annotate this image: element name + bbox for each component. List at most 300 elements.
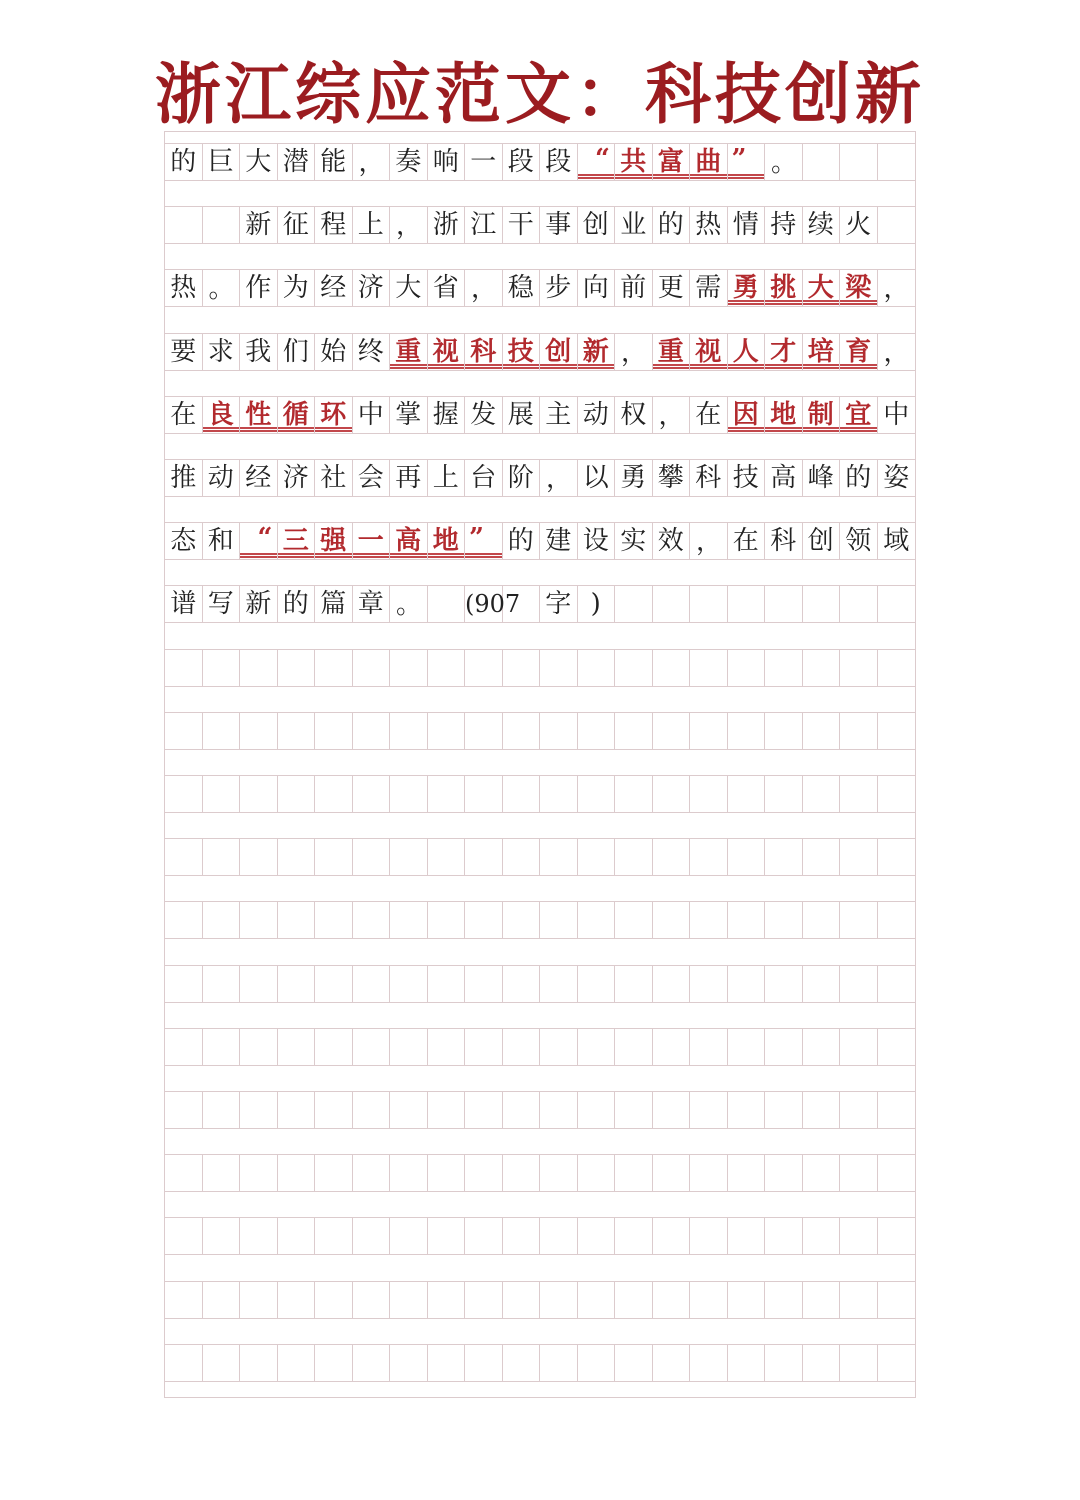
grid-cell	[840, 1155, 878, 1191]
grid-cell	[465, 902, 503, 938]
grid-cell	[353, 1282, 391, 1318]
grid-cell	[765, 839, 803, 875]
highlighted-keyword-cell: 新	[578, 334, 616, 370]
grid-row	[165, 1217, 915, 1255]
grid-cell: 济	[278, 460, 316, 496]
highlighted-keyword-cell: 循	[278, 397, 316, 433]
grid-cell: ，	[615, 334, 653, 370]
grid-cell	[765, 1029, 803, 1065]
grid-cell	[503, 839, 541, 875]
grid-cell	[765, 902, 803, 938]
grid-cell	[765, 1155, 803, 1191]
grid-cell: 权	[615, 397, 653, 433]
grid-cell	[878, 1155, 916, 1191]
grid-cell	[203, 1345, 241, 1381]
grid-cell	[578, 776, 616, 812]
grid-row	[165, 459, 915, 497]
grid-cell	[390, 776, 428, 812]
grid-cell	[878, 902, 916, 938]
grid-cell	[878, 966, 916, 1002]
grid-cell	[315, 839, 353, 875]
grid-cell	[840, 966, 878, 1002]
grid-cell: 响	[428, 144, 466, 180]
grid-cell	[578, 1345, 616, 1381]
grid-cell: 效	[653, 523, 691, 559]
highlighted-keyword-cell: 梁	[840, 270, 878, 306]
highlighted-keyword-cell: “	[240, 523, 278, 559]
grid-cell	[503, 1155, 541, 1191]
grid-cell	[278, 839, 316, 875]
grid-cell: )	[578, 586, 616, 622]
grid-cell	[315, 1218, 353, 1254]
grid-cell: 高	[765, 460, 803, 496]
grid-cell: 技	[728, 460, 766, 496]
grid-cell	[503, 902, 541, 938]
grid-cell	[503, 713, 541, 749]
grid-row	[165, 649, 915, 687]
grid-cell	[653, 713, 691, 749]
grid-cell	[840, 776, 878, 812]
grid-cell	[840, 144, 878, 180]
grid-cell: 。	[390, 586, 428, 622]
grid-cell	[203, 1092, 241, 1128]
grid-cell: 段	[540, 144, 578, 180]
grid-cell	[165, 1092, 203, 1128]
grid-cell: 科	[690, 460, 728, 496]
grid-cell	[540, 839, 578, 875]
grid-cell	[615, 586, 653, 622]
grid-cell	[353, 1029, 391, 1065]
grid-cell	[615, 776, 653, 812]
grid-cell	[503, 776, 541, 812]
grid-cell: 江	[465, 207, 503, 243]
grid-cell: 为	[278, 270, 316, 306]
grid-cell	[578, 966, 616, 1002]
grid-cell	[690, 1155, 728, 1191]
grid-cell: 展	[503, 397, 541, 433]
grid-cell	[803, 713, 841, 749]
grid-cell: 科	[765, 523, 803, 559]
grid-cell	[840, 1345, 878, 1381]
grid-cell: 的	[503, 523, 541, 559]
grid-cell	[840, 586, 878, 622]
highlighted-keyword-cell: ”	[465, 523, 503, 559]
grid-cell	[540, 650, 578, 686]
grid-cell: 更	[653, 270, 691, 306]
grid-cell	[240, 966, 278, 1002]
grid-cell: 。	[765, 144, 803, 180]
grid-cell	[653, 839, 691, 875]
grid-cell	[690, 902, 728, 938]
grid-cell	[203, 207, 241, 243]
grid-cell	[465, 1155, 503, 1191]
grid-cell: 巨	[203, 144, 241, 180]
grid-cell	[278, 1282, 316, 1318]
grid-cell	[165, 839, 203, 875]
grid-cell	[878, 586, 916, 622]
grid-cell: 握	[428, 397, 466, 433]
grid-cell: ，	[883, 274, 910, 305]
grid-cell	[165, 1345, 203, 1381]
grid-cell	[653, 902, 691, 938]
grid-cell	[653, 1092, 691, 1128]
grid-cell: 在	[728, 523, 766, 559]
grid-cell	[315, 966, 353, 1002]
grid-cell	[390, 902, 428, 938]
grid-cell: ，	[540, 460, 578, 496]
grid-cell: 潜	[278, 144, 316, 180]
highlighted-keyword-cell: 视	[690, 334, 728, 370]
grid-cell	[878, 207, 916, 243]
grid-cell: ，	[690, 523, 728, 559]
grid-cell	[390, 839, 428, 875]
grid-cell	[240, 1029, 278, 1065]
highlighted-keyword-cell: 地	[765, 397, 803, 433]
grid-cell	[840, 650, 878, 686]
grid-cell	[878, 1282, 916, 1318]
grid-cell	[278, 1218, 316, 1254]
grid-row	[165, 585, 915, 623]
grid-cell	[728, 1282, 766, 1318]
grid-cell	[353, 776, 391, 812]
grid-cell	[278, 650, 316, 686]
grid-cell	[503, 650, 541, 686]
grid-cell	[165, 207, 203, 243]
grid-cell	[240, 1218, 278, 1254]
grid-cell	[578, 1218, 616, 1254]
grid-cell	[503, 1029, 541, 1065]
highlighted-keyword-cell: 培	[803, 334, 841, 370]
grid-cell	[203, 1029, 241, 1065]
highlighted-keyword-cell: 环	[315, 397, 353, 433]
grid-cell	[428, 586, 466, 622]
grid-cell	[165, 1218, 203, 1254]
grid-cell	[540, 713, 578, 749]
grid-cell	[240, 839, 278, 875]
grid-cell	[578, 902, 616, 938]
grid-cell	[428, 966, 466, 1002]
grid-cell	[428, 1218, 466, 1254]
grid-cell	[653, 966, 691, 1002]
grid-cell	[840, 713, 878, 749]
highlighted-keyword-cell: 育	[840, 334, 878, 370]
grid-cell: 掌	[390, 397, 428, 433]
grid-cell: 需	[690, 270, 728, 306]
grid-cell	[390, 1282, 428, 1318]
grid-cell	[278, 776, 316, 812]
grid-cell	[728, 1218, 766, 1254]
grid-cell	[728, 1345, 766, 1381]
grid-cell: ，	[883, 337, 910, 368]
grid-cell	[840, 902, 878, 938]
grid-cell	[428, 1282, 466, 1318]
grid-cell	[690, 1218, 728, 1254]
grid-cell	[615, 1282, 653, 1318]
grid-cell	[428, 1345, 466, 1381]
highlighted-keyword-cell: 曲	[690, 144, 728, 180]
grid-cell: 再	[390, 460, 428, 496]
grid-cell: 大	[240, 144, 278, 180]
grid-cell	[615, 650, 653, 686]
grid-cell	[428, 1092, 466, 1128]
grid-cell: 写	[203, 586, 241, 622]
highlighted-keyword-cell: 高	[390, 523, 428, 559]
grid-cell	[765, 776, 803, 812]
grid-cell: 设	[578, 523, 616, 559]
grid-cell: 程	[315, 207, 353, 243]
grid-cell	[503, 966, 541, 1002]
grid-cell	[615, 839, 653, 875]
grid-cell	[315, 713, 353, 749]
grid-cell: 姿	[883, 463, 910, 493]
grid-cell	[315, 776, 353, 812]
grid-cell	[503, 1092, 541, 1128]
grid-cell	[878, 839, 916, 875]
grid-cell	[278, 1092, 316, 1128]
grid-cell	[540, 902, 578, 938]
grid-cell	[240, 1155, 278, 1191]
grid-cell	[878, 144, 916, 180]
grid-cell: 稳	[503, 270, 541, 306]
grid-cell	[728, 586, 766, 622]
grid-cell	[803, 144, 841, 180]
grid-cell	[428, 713, 466, 749]
grid-cell	[503, 1345, 541, 1381]
grid-cell	[203, 1155, 241, 1191]
grid-cell: ，	[653, 397, 691, 433]
grid-cell	[840, 839, 878, 875]
grid-cell	[203, 713, 241, 749]
grid-cell	[878, 713, 916, 749]
grid-row	[165, 269, 915, 307]
grid-cell	[278, 966, 316, 1002]
grid-cell	[540, 776, 578, 812]
grid-cell	[653, 650, 691, 686]
grid-row	[165, 333, 915, 371]
grid-row	[165, 1091, 915, 1129]
grid-cell	[690, 713, 728, 749]
grid-cell	[728, 902, 766, 938]
highlighted-keyword-cell: ”	[728, 144, 766, 180]
grid-cell	[390, 1218, 428, 1254]
grid-cell: 始	[315, 334, 353, 370]
grid-cell: 上	[353, 207, 391, 243]
grid-cell	[315, 650, 353, 686]
grid-cell: ，	[390, 207, 428, 243]
grid-cell	[615, 1345, 653, 1381]
grid-cell	[428, 839, 466, 875]
grid-cell	[803, 839, 841, 875]
highlighted-keyword-cell: 挑	[765, 270, 803, 306]
grid-cell	[165, 966, 203, 1002]
grid-cell	[390, 713, 428, 749]
grid-cell	[315, 1345, 353, 1381]
grid-cell: 火	[840, 207, 878, 243]
grid-cell: 经	[240, 460, 278, 496]
grid-cell	[390, 650, 428, 686]
grid-cell	[728, 1029, 766, 1065]
grid-cell	[615, 1155, 653, 1191]
grid-cell	[540, 1282, 578, 1318]
grid-cell: 态	[165, 523, 203, 559]
grid-cell	[765, 1345, 803, 1381]
grid-cell: 以	[578, 460, 616, 496]
highlighted-keyword-cell: 地	[428, 523, 466, 559]
highlighted-keyword-cell: 因	[728, 397, 766, 433]
grid-cell	[315, 1029, 353, 1065]
grid-row	[165, 901, 915, 939]
highlighted-keyword-cell: 强	[315, 523, 353, 559]
grid-cell	[278, 1029, 316, 1065]
grid-cell: 会	[353, 460, 391, 496]
grid-cell	[840, 1029, 878, 1065]
grid-cell	[390, 1092, 428, 1128]
grid-cell	[728, 1155, 766, 1191]
grid-cell: ，	[353, 144, 391, 180]
grid-cell	[765, 966, 803, 1002]
grid-cell	[803, 1092, 841, 1128]
grid-cell: 建	[540, 523, 578, 559]
grid-row	[165, 965, 915, 1003]
grid-cell	[465, 1218, 503, 1254]
grid-cell	[540, 1155, 578, 1191]
grid-cell	[428, 902, 466, 938]
highlighted-keyword-cell: 三	[278, 523, 316, 559]
grid-row	[165, 396, 915, 434]
highlighted-keyword-cell: 共	[615, 144, 653, 180]
grid-cell	[240, 776, 278, 812]
highlighted-keyword-cell: 技	[503, 334, 541, 370]
grid-row	[165, 1344, 915, 1382]
grid-cell	[353, 650, 391, 686]
grid-cell	[465, 839, 503, 875]
grid-cell: 新	[240, 207, 278, 243]
grid-cell: 新	[240, 586, 278, 622]
grid-cell	[615, 966, 653, 1002]
grid-cell	[503, 586, 541, 622]
grid-cell	[578, 1282, 616, 1318]
grid-cell: 经	[315, 270, 353, 306]
grid-cell: 济	[353, 270, 391, 306]
highlighted-keyword-cell: 宜	[840, 397, 878, 433]
grid-cell	[465, 1029, 503, 1065]
grid-cell	[840, 1218, 878, 1254]
grid-cell: 动	[578, 397, 616, 433]
highlighted-keyword-cell: 性	[240, 397, 278, 433]
grid-cell: 实	[615, 523, 653, 559]
grid-cell: 社	[315, 460, 353, 496]
highlighted-keyword-cell: 创	[540, 334, 578, 370]
grid-cell	[203, 650, 241, 686]
grid-cell	[203, 902, 241, 938]
grid-cell: 章	[353, 586, 391, 622]
grid-cell	[503, 1282, 541, 1318]
grid-cell	[578, 1155, 616, 1191]
grid-cell	[615, 902, 653, 938]
grid-cell: 域	[883, 526, 910, 557]
grid-cell	[278, 902, 316, 938]
grid-cell: 奏	[390, 144, 428, 180]
grid-cell	[353, 902, 391, 938]
grid-cell: 峰	[803, 460, 841, 496]
grid-cell	[728, 776, 766, 812]
grid-cell: 中	[883, 399, 910, 430]
grid-cell: 中	[353, 397, 391, 433]
grid-row	[165, 1281, 915, 1319]
grid-cell	[690, 1029, 728, 1065]
grid-cell: 的	[165, 144, 203, 180]
grid-cell: 在	[690, 397, 728, 433]
grid-cell	[278, 1345, 316, 1381]
grid-cell	[878, 1218, 916, 1254]
grid-row	[165, 1154, 915, 1192]
grid-cell	[615, 1029, 653, 1065]
grid-cell	[878, 1029, 916, 1065]
grid-cell: (907	[465, 586, 503, 622]
grid-cell	[728, 966, 766, 1002]
grid-cell: ，	[465, 270, 503, 306]
highlighted-keyword-cell: “	[578, 144, 616, 180]
grid-cell	[465, 776, 503, 812]
grid-cell	[165, 1029, 203, 1065]
grid-cell: 攀	[653, 460, 691, 496]
grid-cell: 终	[353, 334, 391, 370]
grid-cell	[165, 650, 203, 686]
grid-cell: 们	[278, 334, 316, 370]
grid-cell	[803, 776, 841, 812]
grid-cell: 谱	[165, 586, 203, 622]
grid-cell	[615, 1092, 653, 1128]
highlighted-keyword-cell: 良	[203, 397, 241, 433]
grid-cell	[803, 1282, 841, 1318]
grid-cell	[353, 1345, 391, 1381]
grid-cell: 的	[653, 207, 691, 243]
grid-cell	[353, 1092, 391, 1128]
grid-cell	[803, 586, 841, 622]
grid-cell	[578, 713, 616, 749]
highlighted-keyword-cell: 大	[803, 270, 841, 306]
grid-cell	[803, 1155, 841, 1191]
grid-cell: 征	[278, 207, 316, 243]
grid-cell	[240, 1092, 278, 1128]
grid-cell	[165, 902, 203, 938]
highlighted-keyword-cell: 重	[653, 334, 691, 370]
grid-cell: 勇	[615, 460, 653, 496]
grid-cell: 干	[503, 207, 541, 243]
grid-cell: 续	[803, 207, 841, 243]
grid-cell: 的	[278, 586, 316, 622]
grid-cell	[465, 713, 503, 749]
grid-cell	[765, 1218, 803, 1254]
grid-cell	[878, 1092, 916, 1128]
grid-cell	[203, 1282, 241, 1318]
grid-cell	[315, 1282, 353, 1318]
grid-row	[165, 1028, 915, 1066]
grid-cell	[465, 966, 503, 1002]
grid-cell	[165, 1155, 203, 1191]
grid-cell	[803, 1345, 841, 1381]
grid-cell	[315, 1092, 353, 1128]
grid-cell	[165, 776, 203, 812]
grid-cell: 主	[540, 397, 578, 433]
grid-cell	[390, 1029, 428, 1065]
highlighted-keyword-cell: 人	[728, 334, 766, 370]
grid-cell	[803, 902, 841, 938]
grid-cell	[615, 1218, 653, 1254]
grid-cell	[765, 1282, 803, 1318]
grid-cell: 一	[465, 144, 503, 180]
grid-cell: 上	[428, 460, 466, 496]
